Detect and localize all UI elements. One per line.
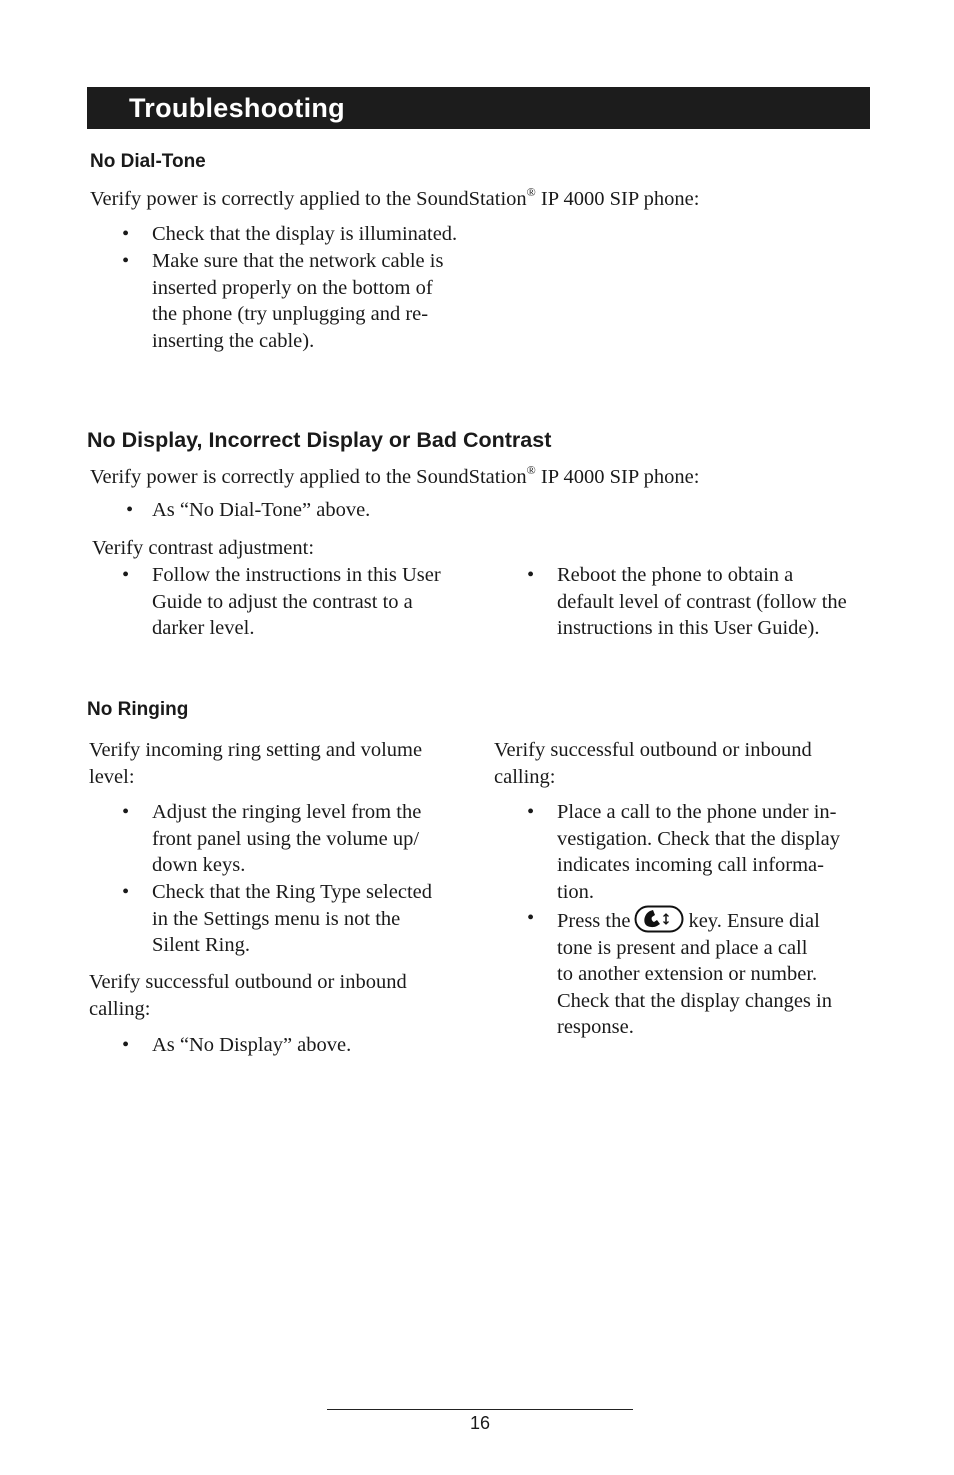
section-heading-no-dial-tone: No Dial-Tone — [90, 151, 206, 172]
ringing-right-intro: Verify successful outbound or inbound calling: — [494, 739, 812, 788]
no-dial-tone-intro: Verify power is correctly applied to the SoundStation® IP 4000 SIP phone: — [90, 185, 700, 210]
section-heading-no-display: No Display, Incorrect Display or Bad Contrast — [87, 428, 552, 452]
section-heading-no-ringing: No Ringing — [87, 699, 189, 720]
ringing-left-intro-2: Verify successful outbound or inbound calling: — [89, 971, 407, 1020]
phone-handset-key-icon — [634, 905, 684, 933]
footer-rule — [327, 1409, 633, 1410]
ringing-left-intro: Verify incoming ring setting and volume level: — [89, 739, 423, 788]
page-title: Troubleshooting — [129, 93, 345, 123]
page-number: 16 — [469, 1413, 491, 1433]
no-display-intro: Verify power is correctly applied to the SoundStation® IP 4000 SIP phone: — [90, 463, 700, 488]
contrast-intro: Verify contrast adjustment: — [92, 537, 315, 559]
